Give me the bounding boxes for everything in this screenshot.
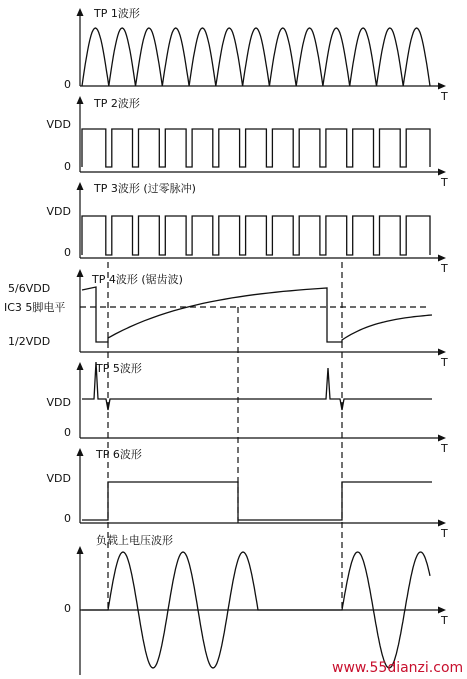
load-zero-label: 0: [64, 602, 71, 615]
watermark-text: www.55dianzi.com: [332, 660, 464, 676]
panel-tp3: [47, 181, 448, 275]
tp5-t-label: T: [441, 442, 448, 455]
tp6-x-arrow: [438, 520, 446, 527]
tp4-x-arrow: [438, 349, 446, 356]
tp1-x-arrow: [438, 83, 446, 90]
tp2-waveform: [82, 129, 430, 167]
tp3-t-label: T: [441, 262, 448, 275]
tp4-y-arrow: [77, 269, 84, 277]
tp6-y-arrow: [77, 448, 84, 456]
tp6-t-label: T: [441, 527, 448, 540]
tp2-y-arrow: [77, 96, 84, 104]
tp1-t-label: T: [441, 90, 448, 103]
panel-tp4: [4, 269, 448, 369]
tp1-zero-label: 0: [64, 78, 71, 91]
tp4-t-label: T: [441, 356, 448, 369]
tp3-title: TP 3波形 (过零脉冲): [94, 182, 196, 195]
tp4-title: TP 4波形 (锯齿波): [92, 273, 183, 286]
tp5-x-arrow: [438, 435, 446, 442]
panel-tp2: [47, 96, 448, 189]
load-x-arrow: [438, 607, 446, 614]
tp3-y-arrow: [77, 182, 84, 190]
tp2-x-arrow: [438, 169, 446, 176]
tp1-title: TP 1波形: [94, 7, 140, 20]
tp1-waveform: [82, 28, 430, 86]
tp6-zero-label: 0: [64, 512, 71, 525]
panel-tp1: [64, 6, 448, 103]
tp3-vdd-label: VDD: [46, 205, 71, 218]
panel-tp6: [47, 447, 448, 540]
tp6-vdd-label: VDD: [46, 472, 71, 485]
tp5-zero-label: 0: [64, 426, 71, 439]
load-title: 负载上电压波形: [96, 534, 173, 547]
tp5-vdd-label: VDD: [46, 396, 71, 409]
tp4-1-2vdd-label: 1/2VDD: [8, 335, 51, 348]
tp4-ic3-level-label: IC3 5脚电平: [4, 301, 66, 314]
tp4-5-6vdd-label: 5/6VDD: [8, 282, 51, 295]
load-y-arrow: [77, 546, 84, 554]
tp3-zero-label: 0: [64, 246, 71, 259]
tp1-y-arrow: [77, 8, 84, 16]
tp3-x-arrow: [438, 255, 446, 262]
tp5-title: TP 5波形: [96, 362, 142, 375]
tp3-waveform: [82, 216, 430, 255]
panel-tp5: [47, 361, 448, 455]
tp5-y-arrow: [77, 362, 84, 370]
tp2-vdd-label: VDD: [46, 118, 71, 131]
tp6-waveform: [82, 482, 432, 520]
tp2-zero-label: 0: [64, 160, 71, 173]
tp2-title: TP 2波形: [94, 97, 140, 110]
tp4-waveform: [82, 287, 432, 342]
load-t-label: T: [441, 614, 448, 627]
panel-load: [64, 533, 448, 675]
tp2-t-label: T: [441, 176, 448, 189]
tp6-title: TP 6波形: [96, 448, 142, 461]
